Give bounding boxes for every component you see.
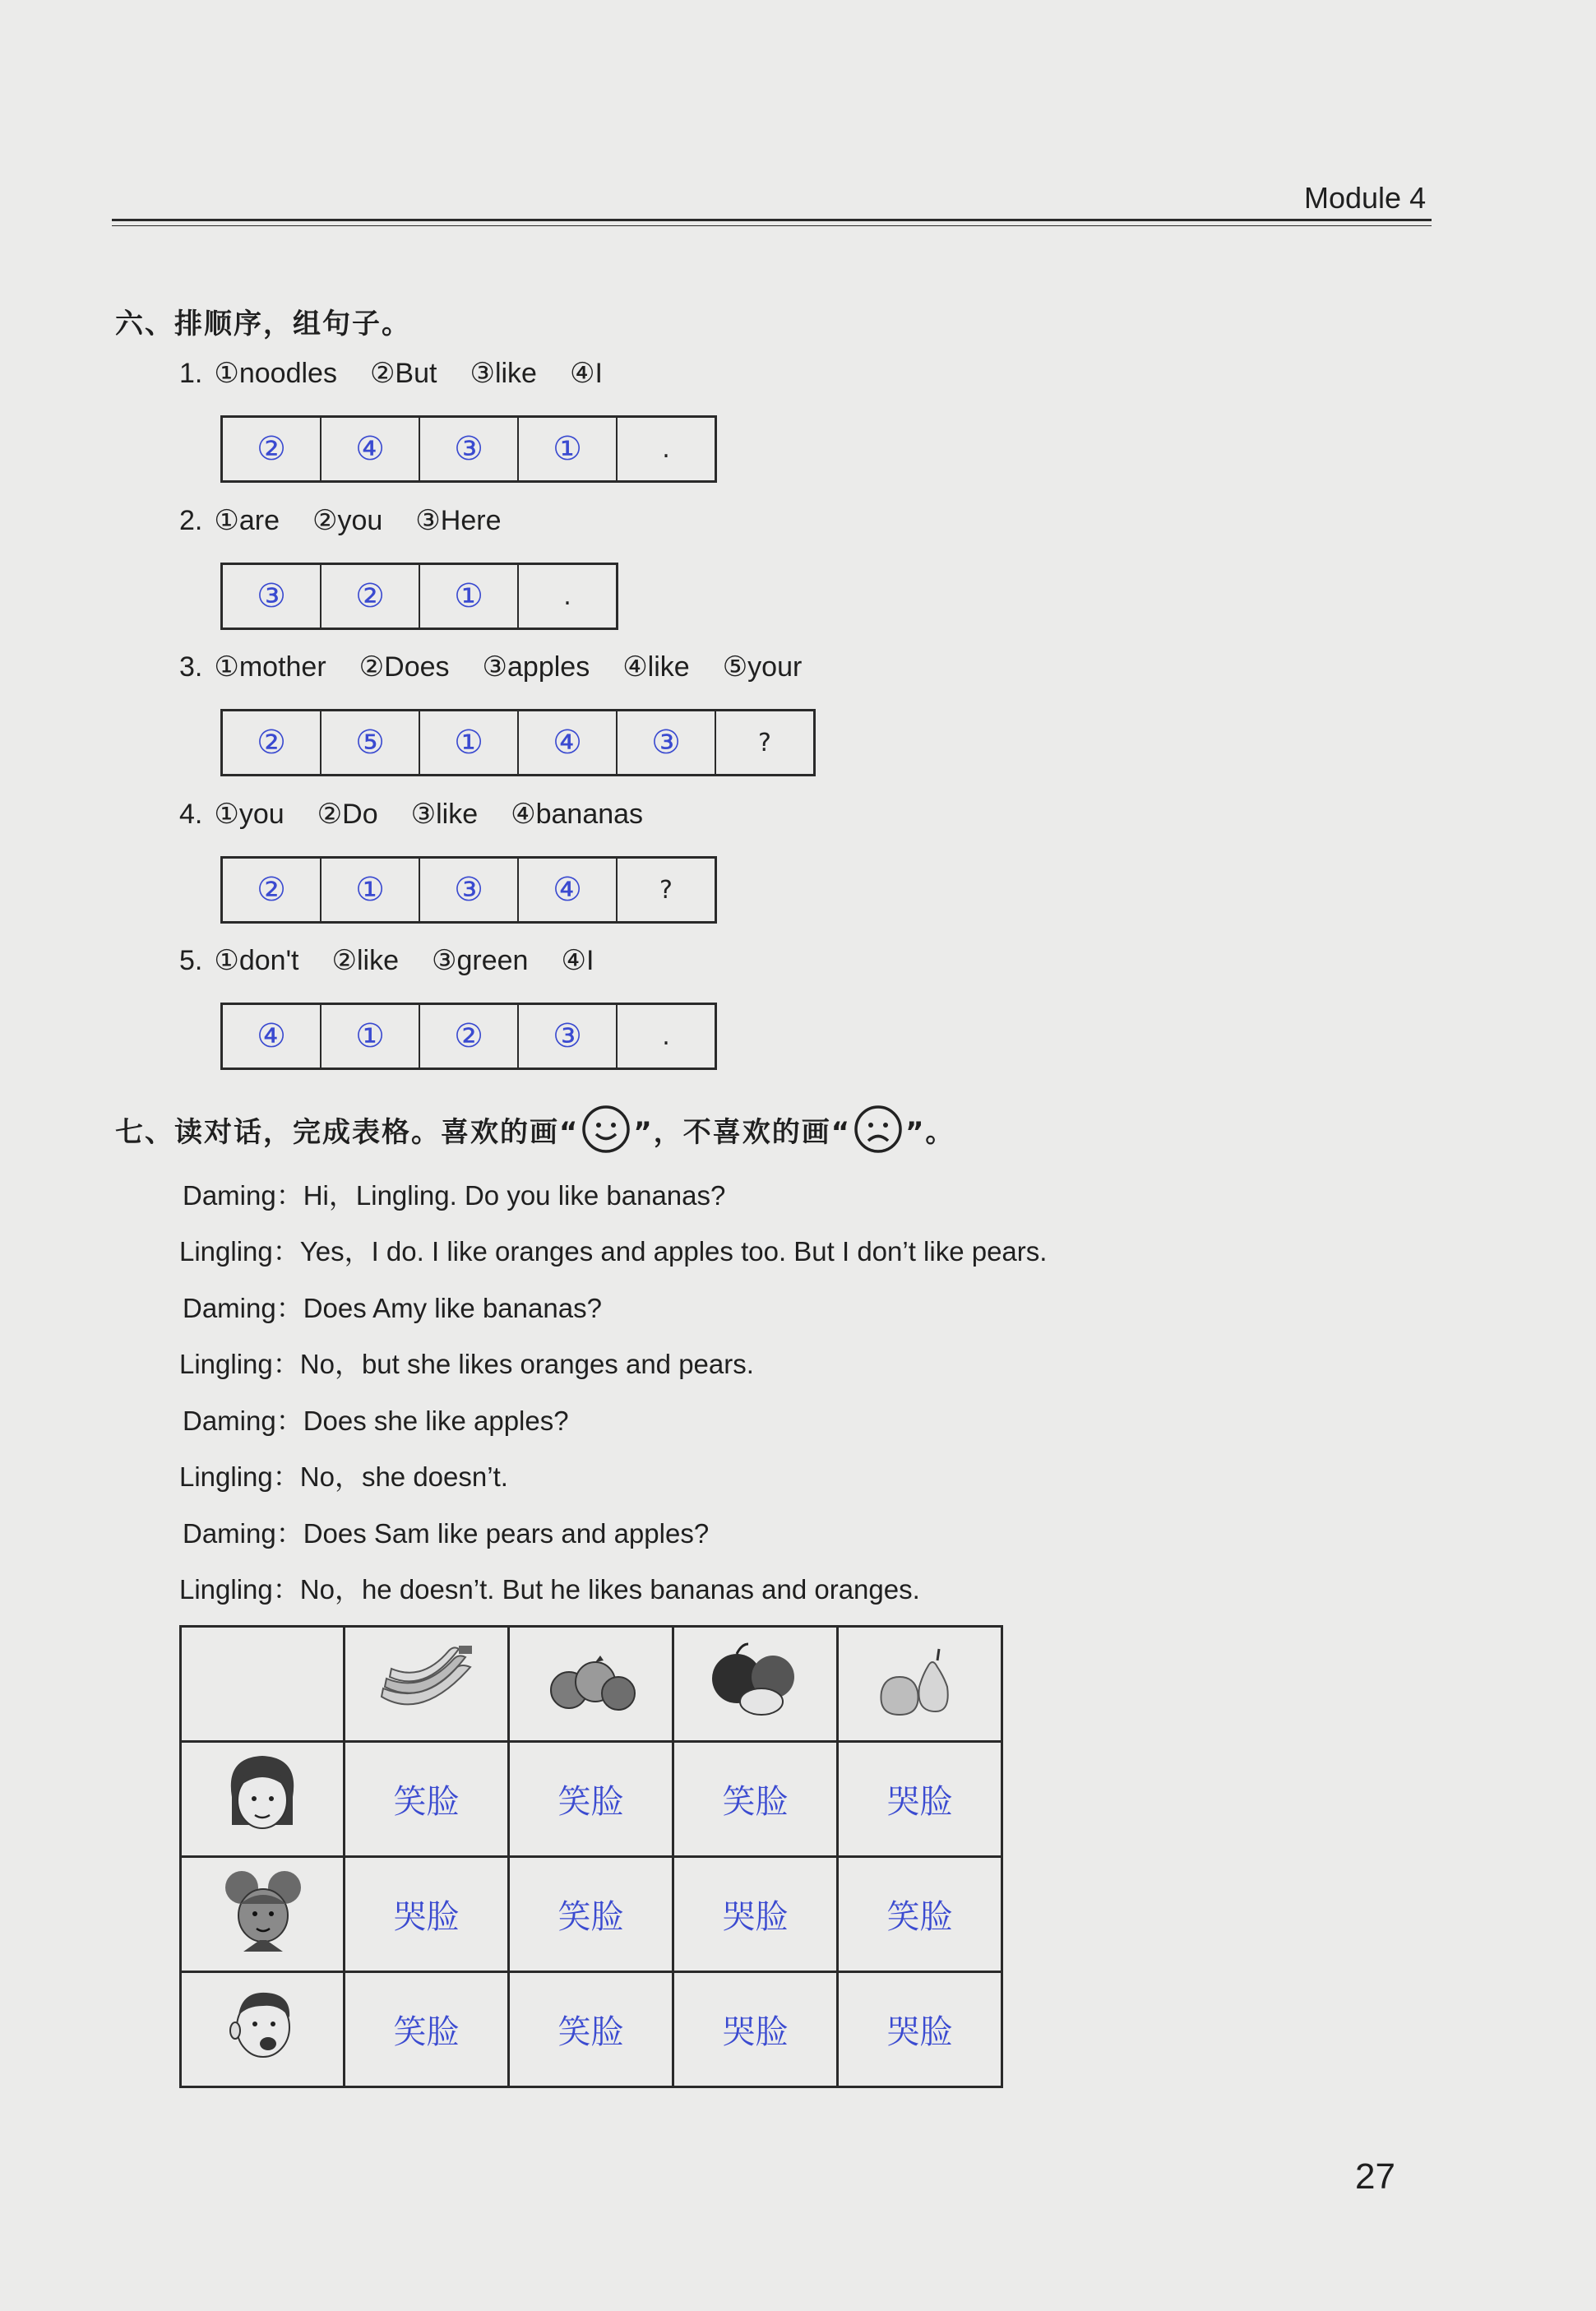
amy-avatar-icon bbox=[217, 1861, 308, 1960]
preference-cell: 笑脸 bbox=[673, 1742, 838, 1857]
pears-icon bbox=[867, 1639, 974, 1721]
answer-cell: ③ bbox=[618, 711, 716, 774]
answer-cell: ③ bbox=[519, 1005, 618, 1068]
lingling-avatar-icon bbox=[217, 1746, 308, 1845]
answer-cell: ① bbox=[322, 1005, 420, 1068]
answer-cell: ② bbox=[322, 565, 420, 628]
answer-box-3 bbox=[220, 709, 816, 776]
table-header-row bbox=[181, 1627, 1002, 1742]
section-6-title: 六、排顺序，组句子。 bbox=[115, 308, 411, 340]
dialogue-line: Daming：Hi，Lingling. Do you like bananas? bbox=[183, 1180, 726, 1211]
question-2-words: 2. ①are ②you ③Here bbox=[179, 505, 502, 536]
preference-cell: 哭脸 bbox=[838, 1972, 1002, 2087]
preference-cell: 笑脸 bbox=[509, 1742, 673, 1857]
avatar-cell bbox=[181, 1857, 345, 1972]
header-rule-thin bbox=[112, 225, 1432, 226]
fruit-header-cell bbox=[838, 1627, 1002, 1742]
fruit-header-cell bbox=[509, 1627, 673, 1742]
empty-corner-cell bbox=[181, 1627, 345, 1742]
header-rule bbox=[112, 219, 1432, 221]
answer-cell: ④ bbox=[519, 711, 618, 774]
answer-cell: ② bbox=[223, 859, 322, 921]
table-row bbox=[181, 1972, 1002, 2087]
answer-box-2 bbox=[220, 563, 618, 630]
table-row bbox=[181, 1742, 1002, 1857]
preference-cell: 笑脸 bbox=[345, 1972, 509, 2087]
apples-icon bbox=[702, 1639, 809, 1721]
answer-punct-cell: ? bbox=[659, 875, 673, 905]
preference-cell: 哭脸 bbox=[673, 1972, 838, 2087]
preference-cell: 哭脸 bbox=[673, 1857, 838, 1972]
avatar-cell bbox=[181, 1742, 345, 1857]
answer-box-5 bbox=[220, 1003, 717, 1070]
dialogue-line: Daming：Does she like apples? bbox=[183, 1406, 569, 1436]
answer-box-1 bbox=[220, 415, 717, 483]
module-title: Module 4 bbox=[1304, 181, 1427, 215]
answer-cell: ④ bbox=[519, 859, 618, 921]
oranges-icon bbox=[538, 1639, 645, 1721]
section-7-title: 七、读对话，完成表格。喜欢的画“ ”，不喜欢的画“ ”。 bbox=[115, 1104, 955, 1155]
answer-cell: ② bbox=[223, 711, 322, 774]
dialogue-line: Daming：Does Amy like bananas? bbox=[183, 1293, 602, 1323]
answer-cell: ① bbox=[322, 859, 420, 921]
dialogue-line: Lingling：No，but she likes oranges and pears. bbox=[179, 1349, 754, 1379]
preference-cell: 哭脸 bbox=[838, 1742, 1002, 1857]
sam-avatar-icon bbox=[217, 1976, 308, 2075]
question-4-words: 4. ①you ②Do ③like ④bananas bbox=[179, 799, 644, 830]
answer-cell: ③ bbox=[420, 418, 519, 480]
answer-cell: ③ bbox=[420, 859, 519, 921]
answer-punct-cell: . bbox=[662, 434, 670, 464]
answer-cell: ④ bbox=[322, 418, 420, 480]
fruit-header-cell bbox=[673, 1627, 838, 1742]
answer-cell: ② bbox=[223, 418, 322, 480]
answer-cell: ⑤ bbox=[322, 711, 420, 774]
answer-cell: ① bbox=[420, 711, 519, 774]
smiley-face-icon bbox=[581, 1104, 631, 1155]
answer-cell: ④ bbox=[223, 1005, 322, 1068]
question-3-words: 3. ①mother ②Does ③apples ④like ⑤your bbox=[179, 651, 803, 683]
preference-cell: 笑脸 bbox=[838, 1857, 1002, 1972]
answer-cell: ① bbox=[519, 418, 618, 480]
answer-punct-cell: . bbox=[662, 1021, 670, 1051]
answer-punct-cell: ? bbox=[758, 728, 771, 757]
answer-cell: ③ bbox=[223, 565, 322, 628]
preference-cell: 笑脸 bbox=[509, 1857, 673, 1972]
avatar-cell bbox=[181, 1972, 345, 2087]
fruit-header-cell bbox=[345, 1627, 509, 1742]
bananas-icon bbox=[373, 1639, 480, 1721]
answer-cell: ① bbox=[420, 565, 519, 628]
dialogue-line: Lingling：No，she doesn’t. bbox=[179, 1461, 508, 1492]
question-5-words: 5. ①don't ②like ③green ④I bbox=[179, 945, 594, 976]
table-row bbox=[181, 1857, 1002, 1972]
question-1-words: 1. ①noodles ②But ③like ④I bbox=[179, 358, 603, 389]
answer-cell: ② bbox=[420, 1005, 519, 1068]
preferences-table bbox=[179, 1625, 1003, 2088]
sad-face-icon bbox=[853, 1104, 904, 1155]
dialogue-line: Lingling：No，he doesn’t. But he likes bananas and oranges. bbox=[179, 1574, 920, 1605]
dialogue-line: Lingling：Yes，I do. I like oranges and apples too. But I don’t like pears. bbox=[179, 1236, 1048, 1267]
preference-cell: 笑脸 bbox=[509, 1972, 673, 2087]
answer-punct-cell: . bbox=[563, 581, 571, 611]
preference-cell: 笑脸 bbox=[345, 1742, 509, 1857]
answer-box-4 bbox=[220, 856, 717, 924]
preference-cell: 哭脸 bbox=[345, 1857, 509, 1972]
dialogue-line: Daming：Does Sam like pears and apples? bbox=[183, 1518, 710, 1549]
page-number: 27 bbox=[1355, 2156, 1395, 2197]
